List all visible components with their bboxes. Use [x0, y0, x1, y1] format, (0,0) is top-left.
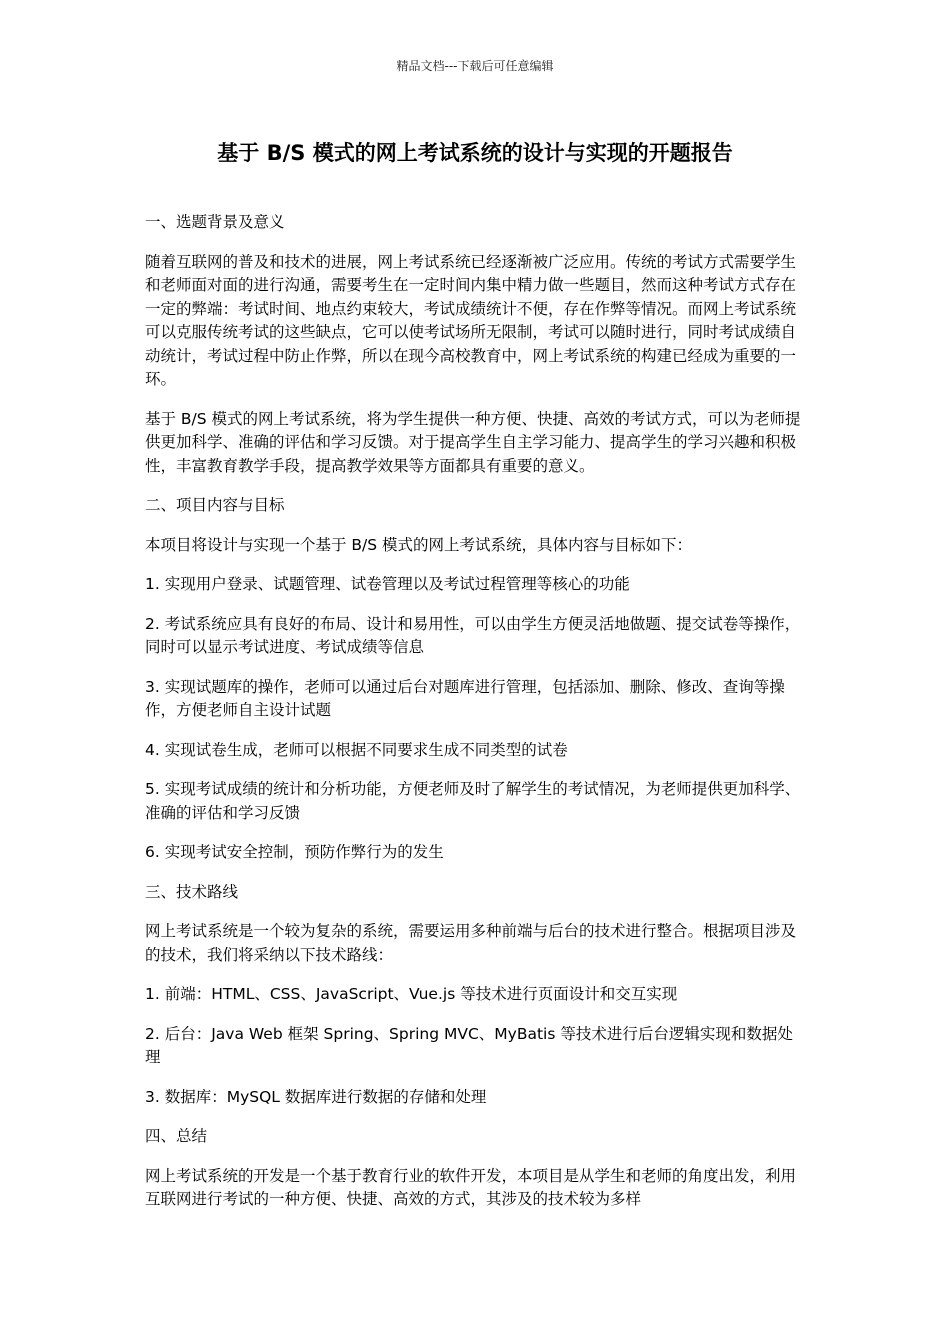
list-item: 5. 实现考试成绩的统计和分析功能，方便老师及时了解学生的考试情况，为老师提供更加科学、准确的评估和学习反馈 [145, 780, 801, 822]
list-item: 1. 实现用户登录、试题管理、试卷管理以及考试过程管理等核心的功能 [145, 575, 630, 593]
page-header: 精品文档---下载后可任意编辑 [396, 59, 554, 73]
paragraph: 网上考试系统是一个较为复杂的系统，需要运用多种前端与后台的技术进行整合。根据项目涉及的技术，我们将采纳以下技术路线： [145, 922, 797, 964]
list-item: 1. 前端：HTML、CSS、JavaScript、Vue.js 等技术进行页面设计和交互实现 [145, 985, 678, 1003]
section-heading-content: 二、项目内容与目标 [145, 496, 285, 514]
paragraph: 本项目将设计与实现一个基于 B/S 模式的网上考试系统，具体内容与目标如下： [145, 535, 693, 554]
document-body [145, 211, 805, 1228]
paragraph: 基于 B/S 模式的网上考试系统，将为学生提供一种方便、快捷、高效的考试方式，可以为老师提供更加科学、准确的评估和学习反馈。对于提高学生自主学习能力、提高学生的学习兴趣和积极性，丰富教育教学手段，提高教学效果等方面都具有重要的意义。 [145, 409, 801, 475]
list-item: 6. 实现考试安全控制，预防作弊行为的发生 [145, 843, 444, 861]
paragraph: 随着互联网的普及和技术的进展，网上考试系统已经逐渐被广泛应用。传统的考试方式需要学生和老师面对面的进行沟通，需要考生在一定时间内集中精力做一些题目，然而这种考试方式存在一定的弊端：考试时间、地点约束较大，考试成绩统计不便，存在作弊等情况。而网上考试系统可以克服传统考试的这些缺点，它可以使考试场所无限制，考试可以随时进行，同时考试成绩自动统计，考试过程中防止作弊，所以在现今高校教育中，网上考试系统的构建已经成为重要的一环。 [145, 252, 797, 388]
list-item: 4. 实现试卷生成，老师可以根据不同要求生成不同类型的试卷 [145, 740, 568, 759]
list-item: 3. 数据库：MySQL 数据库进行数据的存储和处理 [145, 1087, 487, 1106]
list-item: 2. 后台：Java Web 框架 Spring、Spring MVC、MyBatis 等技术进行后台逻辑实现和数据处理 [145, 1024, 793, 1066]
section-heading-technology: 三、技术路线 [145, 882, 239, 901]
list-item: 2. 考试系统应具有良好的布局、设计和易用性，可以由学生方便灵活地做题、提交试卷等操作，同时可以显示考试进度、考试成绩等信息 [145, 614, 801, 656]
list-item: 3. 实现试题库的操作，老师可以通过后台对题库进行管理，包括添加、删除、修改、查询等操作，方便老师自主设计试题 [145, 677, 785, 719]
section-heading-background: 一、选题背景及意义 [145, 213, 285, 231]
document-title: 基于 B/S 模式的网上考试系统的设计与实现的开题报告 [217, 141, 733, 165]
section-heading-summary: 四、总结 [145, 1127, 208, 1145]
paragraph: 网上考试系统的开发是一个基于教育行业的软件开发，本项目是从学生和老师的角度出发，利用互联网进行考试的一种方便、快捷、高效的方式，其涉及的技术较为多样 [145, 1166, 797, 1208]
